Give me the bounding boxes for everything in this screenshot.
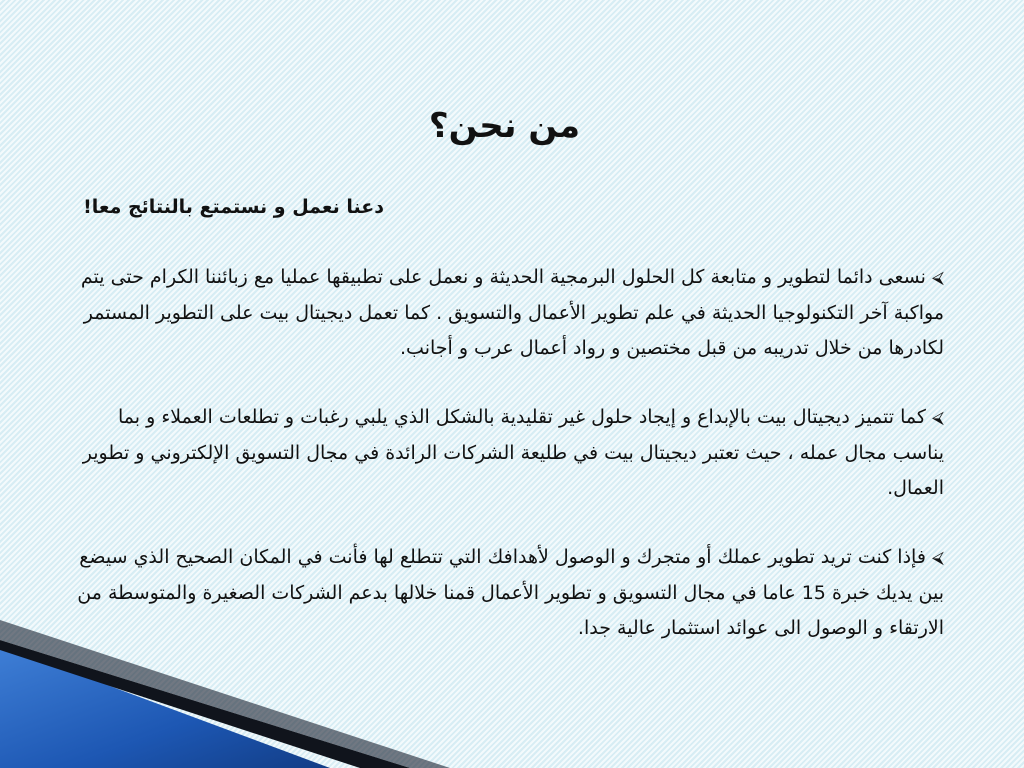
paragraph-1: [64, 260, 944, 366]
arrow-bullet-icon: ⮘: [931, 548, 944, 568]
page-title: من نحن؟: [428, 106, 580, 146]
paragraph-text: كما تتميز ديجيتال بيت بالإبداع و إيجاد حلول غير تقليدية بالشكل الذي يلبي رغبات و تطلعات العملاء و بما يناسب مجال عمله ، حيث تعتبر ديجيتال بيت في طليعة الشركات الرائدة في مجال التسويق الإلكتروني و تطوير العمال.: [82, 406, 944, 499]
subtitle: دعنا نعمل و نستمتع بالنتائج معا!: [83, 196, 384, 218]
paragraph-text: فإذا كنت تريد تطوير عملك أو متجرك و الوصول لأهدافك التي تتطلع لها فأنت في المكان الصحيح الذي سيضع بين يديك خبرة 15 عاما في مجال التسويق و تطوير الأعمال قمنا خلالها بدعم الشركات الصغيرة والمتوسطة من الارتقاء و الوصول الى عوائد استثمار عالية جدا.: [77, 546, 944, 639]
paragraph-3: [64, 540, 944, 646]
content-body: [64, 190, 944, 680]
arrow-bullet-icon: ⮘: [931, 408, 944, 428]
paragraph-text: نسعى دائما لتطوير و متابعة كل الحلول البرمجية الحديثة و نعمل على تطبيقها عمليا مع زبائننا الكرام حتى يتم مواكبة آخر التكنولوجيا الحديثة في علم تطوير الأعمال والتسويق . كما تعمل ديجيتال بيت على التطوير المستمر لكادرها من خلال تدريبه من قبل مختصين و رواد أعمال عرب و أجانب.: [80, 266, 944, 359]
arrow-bullet-icon: ⮘: [931, 268, 944, 288]
paragraph-2: [64, 400, 944, 506]
